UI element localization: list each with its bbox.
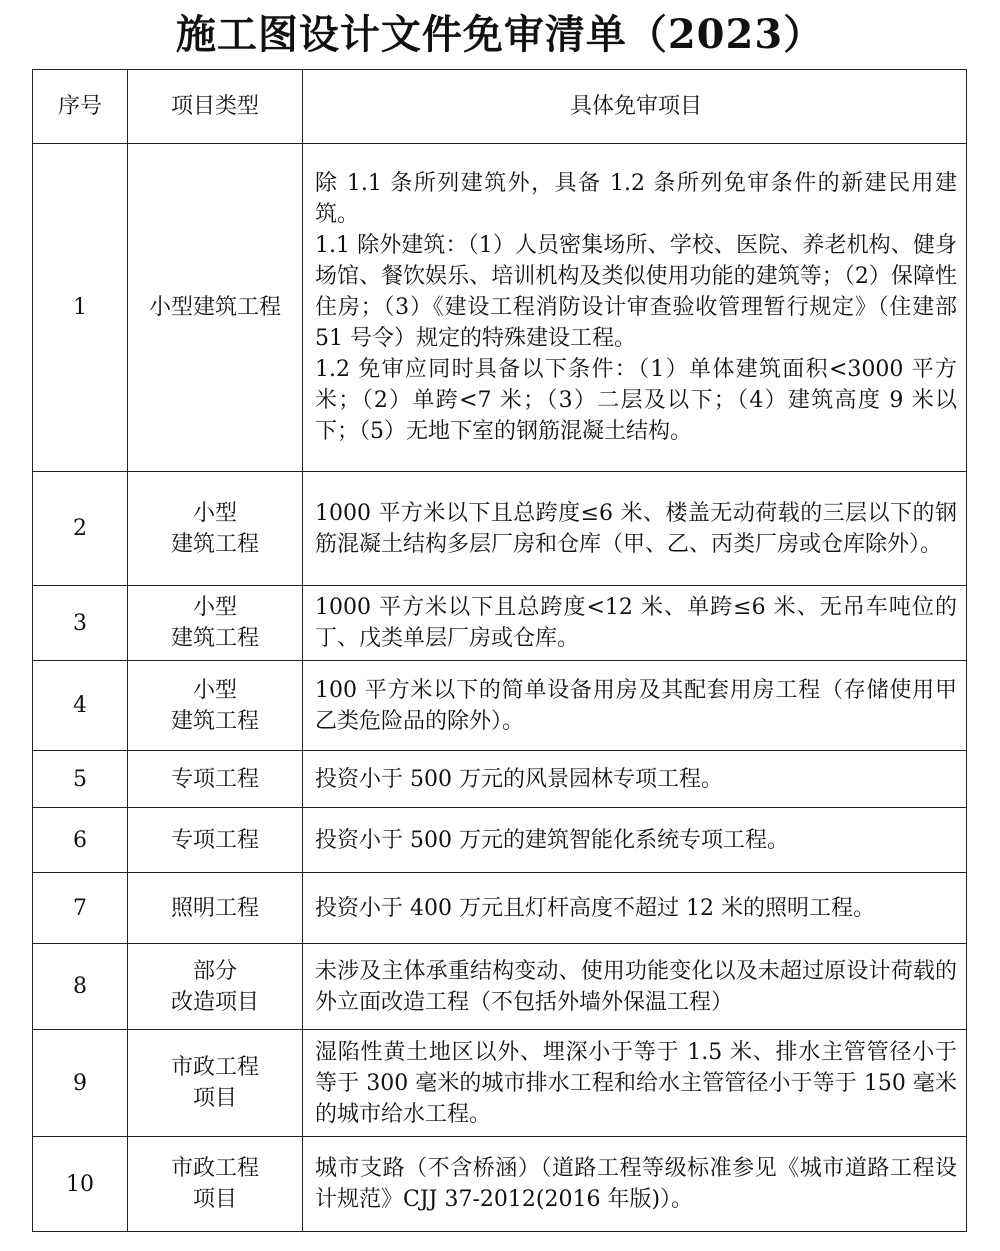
row-item-paragraph: 湿陷性黄土地区以外、埋深小于等于 1.5 米、排水主管管径小于等于 300 毫米的城市排水工程和给水主管管径小于等于 150 毫米的城市给水工程。: [315, 1039, 957, 1127]
table-header-row: [33, 70, 967, 144]
row-item-paragraph: 投资小于 500 万元的建筑智能化系统专项工程。: [315, 827, 789, 853]
row-type-line: 专项工程: [170, 766, 259, 792]
row-type-line: 建筑工程: [170, 531, 259, 557]
table-row: [33, 1030, 967, 1137]
row-seq: 5: [33, 751, 128, 808]
table-row: [33, 873, 967, 944]
row-type-line: 建筑工程: [170, 626, 259, 651]
row-type-line: 项目: [192, 1187, 237, 1212]
row-item-paragraph: 投资小于 500 万元的风景园林专项工程。: [315, 766, 723, 792]
row-type-line: 改造项目: [170, 989, 259, 1015]
row-seq: 6: [33, 808, 128, 873]
table-row: [33, 661, 967, 751]
row-seq: 9: [33, 1030, 128, 1137]
row-type-line: 建筑工程: [170, 708, 259, 734]
row-items: [303, 586, 967, 661]
header-type: 项目类型: [128, 70, 303, 144]
document-title: 施工图设计文件免审清单（2023）: [175, 11, 825, 58]
row-seq: 10: [33, 1137, 128, 1232]
row-items: [303, 1137, 967, 1232]
table-row: [33, 808, 967, 873]
row-type: [128, 944, 303, 1030]
row-seq: 3: [33, 586, 128, 661]
row-items: [303, 472, 967, 586]
row-item-paragraph: 1.1 除外建筑：（1）人员密集场所、学校、医院、养老机构、健身场馆、餐饮娱乐、培训机构及类似使用功能的建筑等；（2）保障性住房；（3）《建设工程消防设计审查验收管理暂行规定》（住建部 51 号令）规定的特殊建设工程。: [315, 233, 957, 351]
row-item-paragraph: 城市支路（不含桥涵）（道路工程等级标准参见《城市道路工程设计规范》CJJ 37-2012(2016 年版)）。: [315, 1156, 957, 1212]
table-row: [33, 944, 967, 1030]
row-type-line: 市政工程: [170, 1055, 259, 1080]
header-items: 具体免审项目: [303, 70, 967, 144]
row-items: [303, 661, 967, 751]
header-seq: 序号: [33, 70, 128, 144]
row-type: [128, 808, 303, 873]
row-items: [303, 144, 967, 472]
exemption-table: [32, 69, 967, 1232]
row-item-paragraph: 100 平方米以下的简单设备用房及其配套用房工程（存储使用甲乙类危险品的除外）。: [315, 677, 957, 734]
row-seq: 1: [33, 144, 128, 472]
row-type-line: 照明工程: [170, 895, 259, 921]
row-seq: 7: [33, 873, 128, 944]
row-items: [303, 1030, 967, 1137]
table-row: [33, 1137, 967, 1232]
row-seq: 2: [33, 472, 128, 586]
row-type: [128, 586, 303, 661]
row-type-line: 项目: [192, 1086, 237, 1111]
row-seq: 8: [33, 944, 128, 1030]
row-type: [128, 1030, 303, 1137]
row-type-line: 小型: [192, 677, 237, 703]
row-type-line: 小型建筑工程: [148, 295, 281, 320]
row-type-line: 市政工程: [170, 1156, 259, 1181]
table-row: [33, 751, 967, 808]
row-items: [303, 751, 967, 808]
row-type: [128, 751, 303, 808]
row-item-paragraph: 投资小于 400 万元且灯杆高度不超过 12 米的照明工程。: [315, 895, 875, 921]
row-item-paragraph: 1000 平方米以下且总跨度<12 米、单跨≤6 米、无吊车吨位的丁、戊类单层厂房或仓库。: [315, 595, 957, 651]
row-type: [128, 472, 303, 586]
row-type: [128, 873, 303, 944]
row-type: [128, 1137, 303, 1232]
table-row: [33, 144, 967, 472]
row-item-paragraph: 1000 平方米以下且总跨度≤6 米、楼盖无动荷载的三层以下的钢筋混凝土结构多层厂房和仓库（甲、乙、丙类厂房或仓库除外）。: [315, 500, 957, 557]
row-item-paragraph: 未涉及主体承重结构变动、使用功能变化以及未超过原设计荷载的外立面改造工程（不包括外墙外保温工程）: [315, 958, 957, 1015]
table-row: [33, 586, 967, 661]
row-item-paragraph: 除 1.1 条所列建筑外，具备 1.2 条所列免审条件的新建民用建筑。: [315, 171, 957, 227]
row-seq: 4: [33, 661, 128, 751]
row-type-line: 小型: [192, 595, 237, 620]
row-items: [303, 808, 967, 873]
row-items: [303, 873, 967, 944]
row-item-paragraph: 1.2 免审应同时具备以下条件：（1）单体建筑面积<3000 平方米；（2）单跨<7 米；（3）二层及以下；（4）建筑高度 9 米以下；（5）无地下室的钢筋混凝土结构。: [315, 357, 957, 444]
row-type-line: 专项工程: [170, 827, 259, 853]
row-type-line: 小型: [192, 500, 237, 526]
row-type: [128, 661, 303, 751]
row-type-line: 部分: [192, 958, 237, 984]
row-items: [303, 944, 967, 1030]
row-type: [128, 144, 303, 472]
table-row: [33, 472, 967, 586]
